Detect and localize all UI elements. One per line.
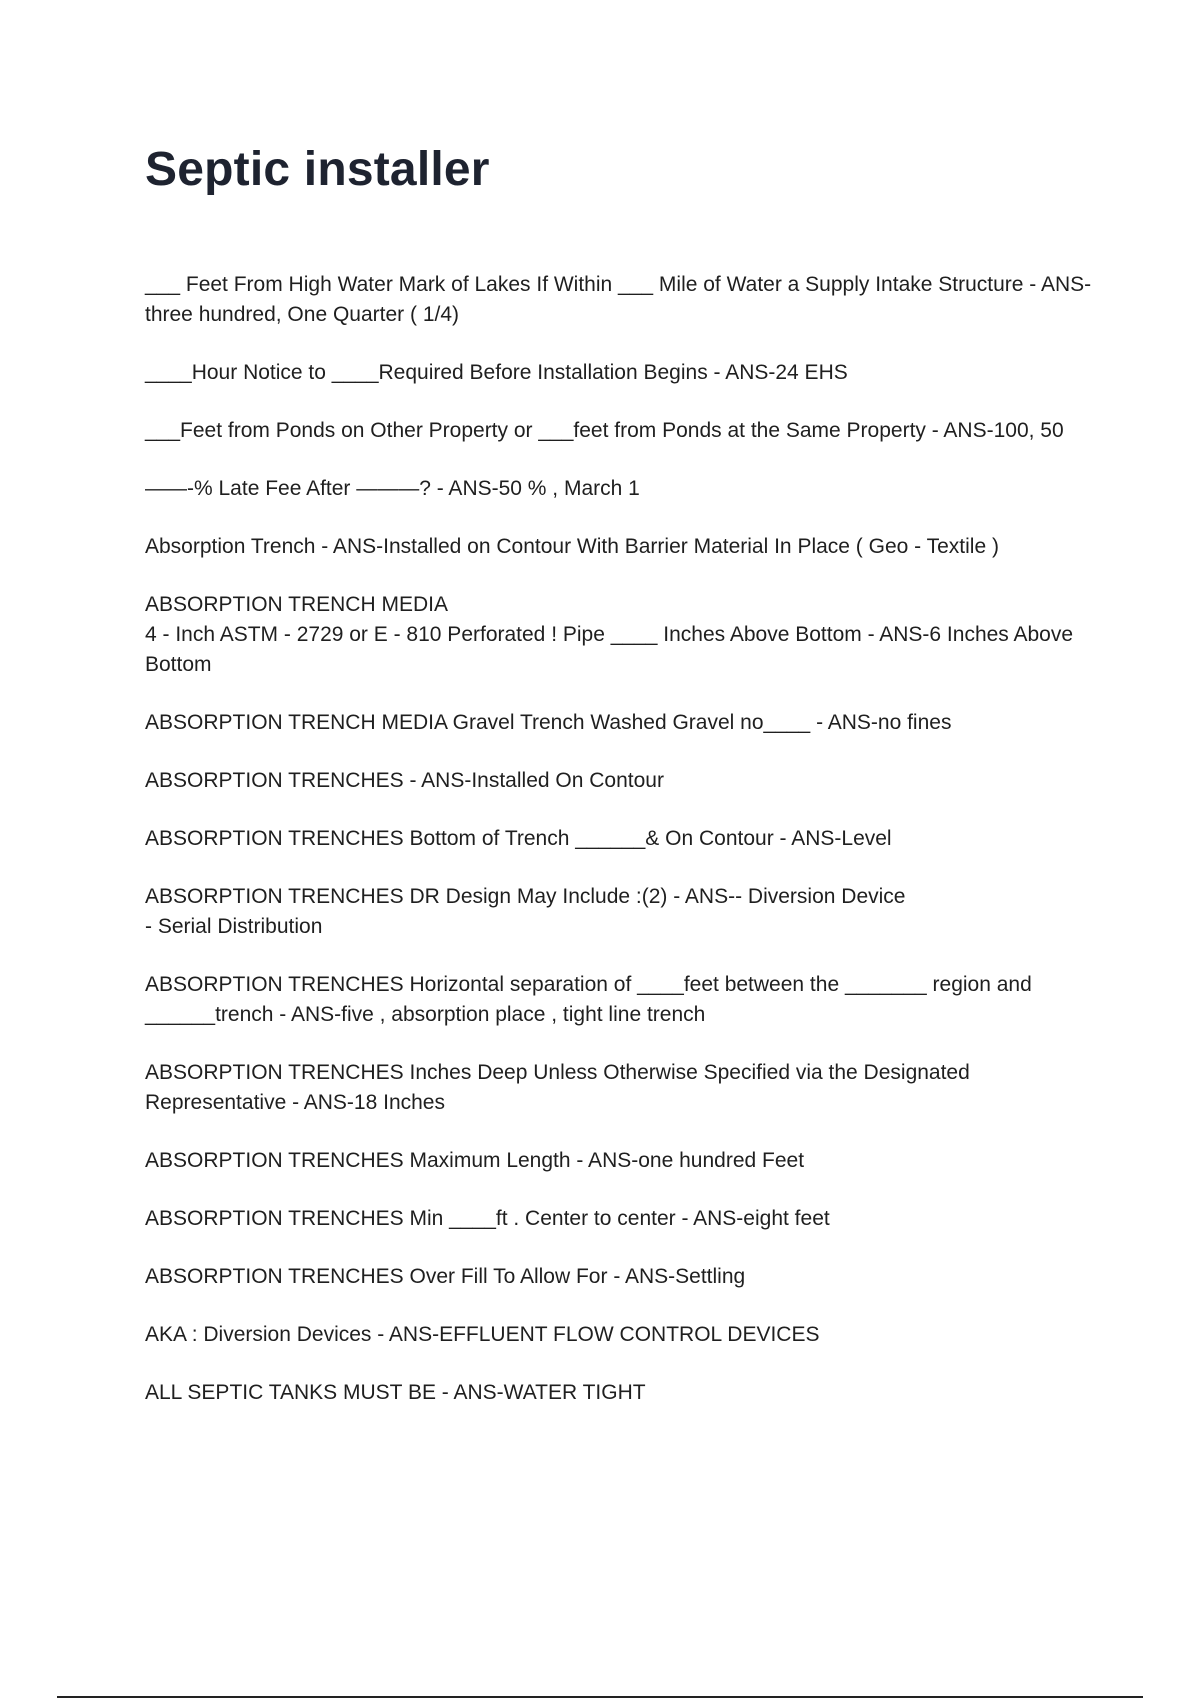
list-item: ABSORPTION TRENCHES Horizontal separation of ____feet between the _______ region and ______trench - ANS-five , absorption place , tight line trench — [145, 973, 1038, 1026]
list-item: ABSORPTION TRENCHES - ANS-Installed On Contour — [145, 769, 664, 792]
list-item: ABSORPTION TRENCHES Maximum Length - ANS-one hundred Feet — [145, 1149, 805, 1172]
page-title: Septic installer — [145, 143, 490, 196]
list-item: ABSORPTION TRENCH MEDIA Gravel Trench Washed Gravel no____ - ANS-no fines — [145, 711, 952, 734]
list-item: ——-% Late Fee After ———? - ANS-50 % , March 1 — [145, 477, 640, 500]
list-item: AKA : Diversion Devices - ANS-EFFLUENT FLOW CONTROL DEVICES — [145, 1323, 820, 1346]
list-item: ABSORPTION TRENCHES Inches Deep Unless Otherwise Specified via the Designated Representative - ANS-18 Inches — [145, 1061, 976, 1114]
list-item: ABSORPTION TRENCHES Min ____ft . Center to center - ANS-eight feet — [145, 1207, 830, 1230]
list-item: ABSORPTION TRENCHES DR Design May Include :(2) - ANS-- Diversion Device - Serial Distribution — [145, 885, 906, 938]
entry-list — [145, 270, 1095, 1436]
page-divider — [57, 1696, 1143, 1698]
list-item: ____Hour Notice to ____Required Before Installation Begins - ANS-24 EHS — [145, 361, 848, 384]
list-item: ___Feet from Ponds on Other Property or ___feet from Ponds at the Same Property - ANS-100, 50 — [145, 419, 1064, 442]
list-item: ABSORPTION TRENCHES Over Fill To Allow For - ANS-Settling — [145, 1265, 746, 1288]
list-item: ABSORPTION TRENCHES Bottom of Trench ______& On Contour - ANS-Level — [145, 827, 892, 850]
list-item: ___ Feet From High Water Mark of Lakes If Within ___ Mile of Water a Supply Intake Structure - ANS-three hundred, One Quarter ( 1/4) — [145, 273, 1092, 326]
list-item: ABSORPTION TRENCH MEDIA 4 - Inch ASTM - 2729 or E - 810 Perforated ! Pipe ____ Inches Above Bottom - ANS-6 Inches Above Bottom — [145, 593, 1074, 676]
list-item: ALL SEPTIC TANKS MUST BE - ANS-WATER TIGHT — [145, 1381, 646, 1404]
list-item: Absorption Trench - ANS-Installed on Contour With Barrier Material In Place ( Geo - Textile ) — [145, 535, 999, 558]
